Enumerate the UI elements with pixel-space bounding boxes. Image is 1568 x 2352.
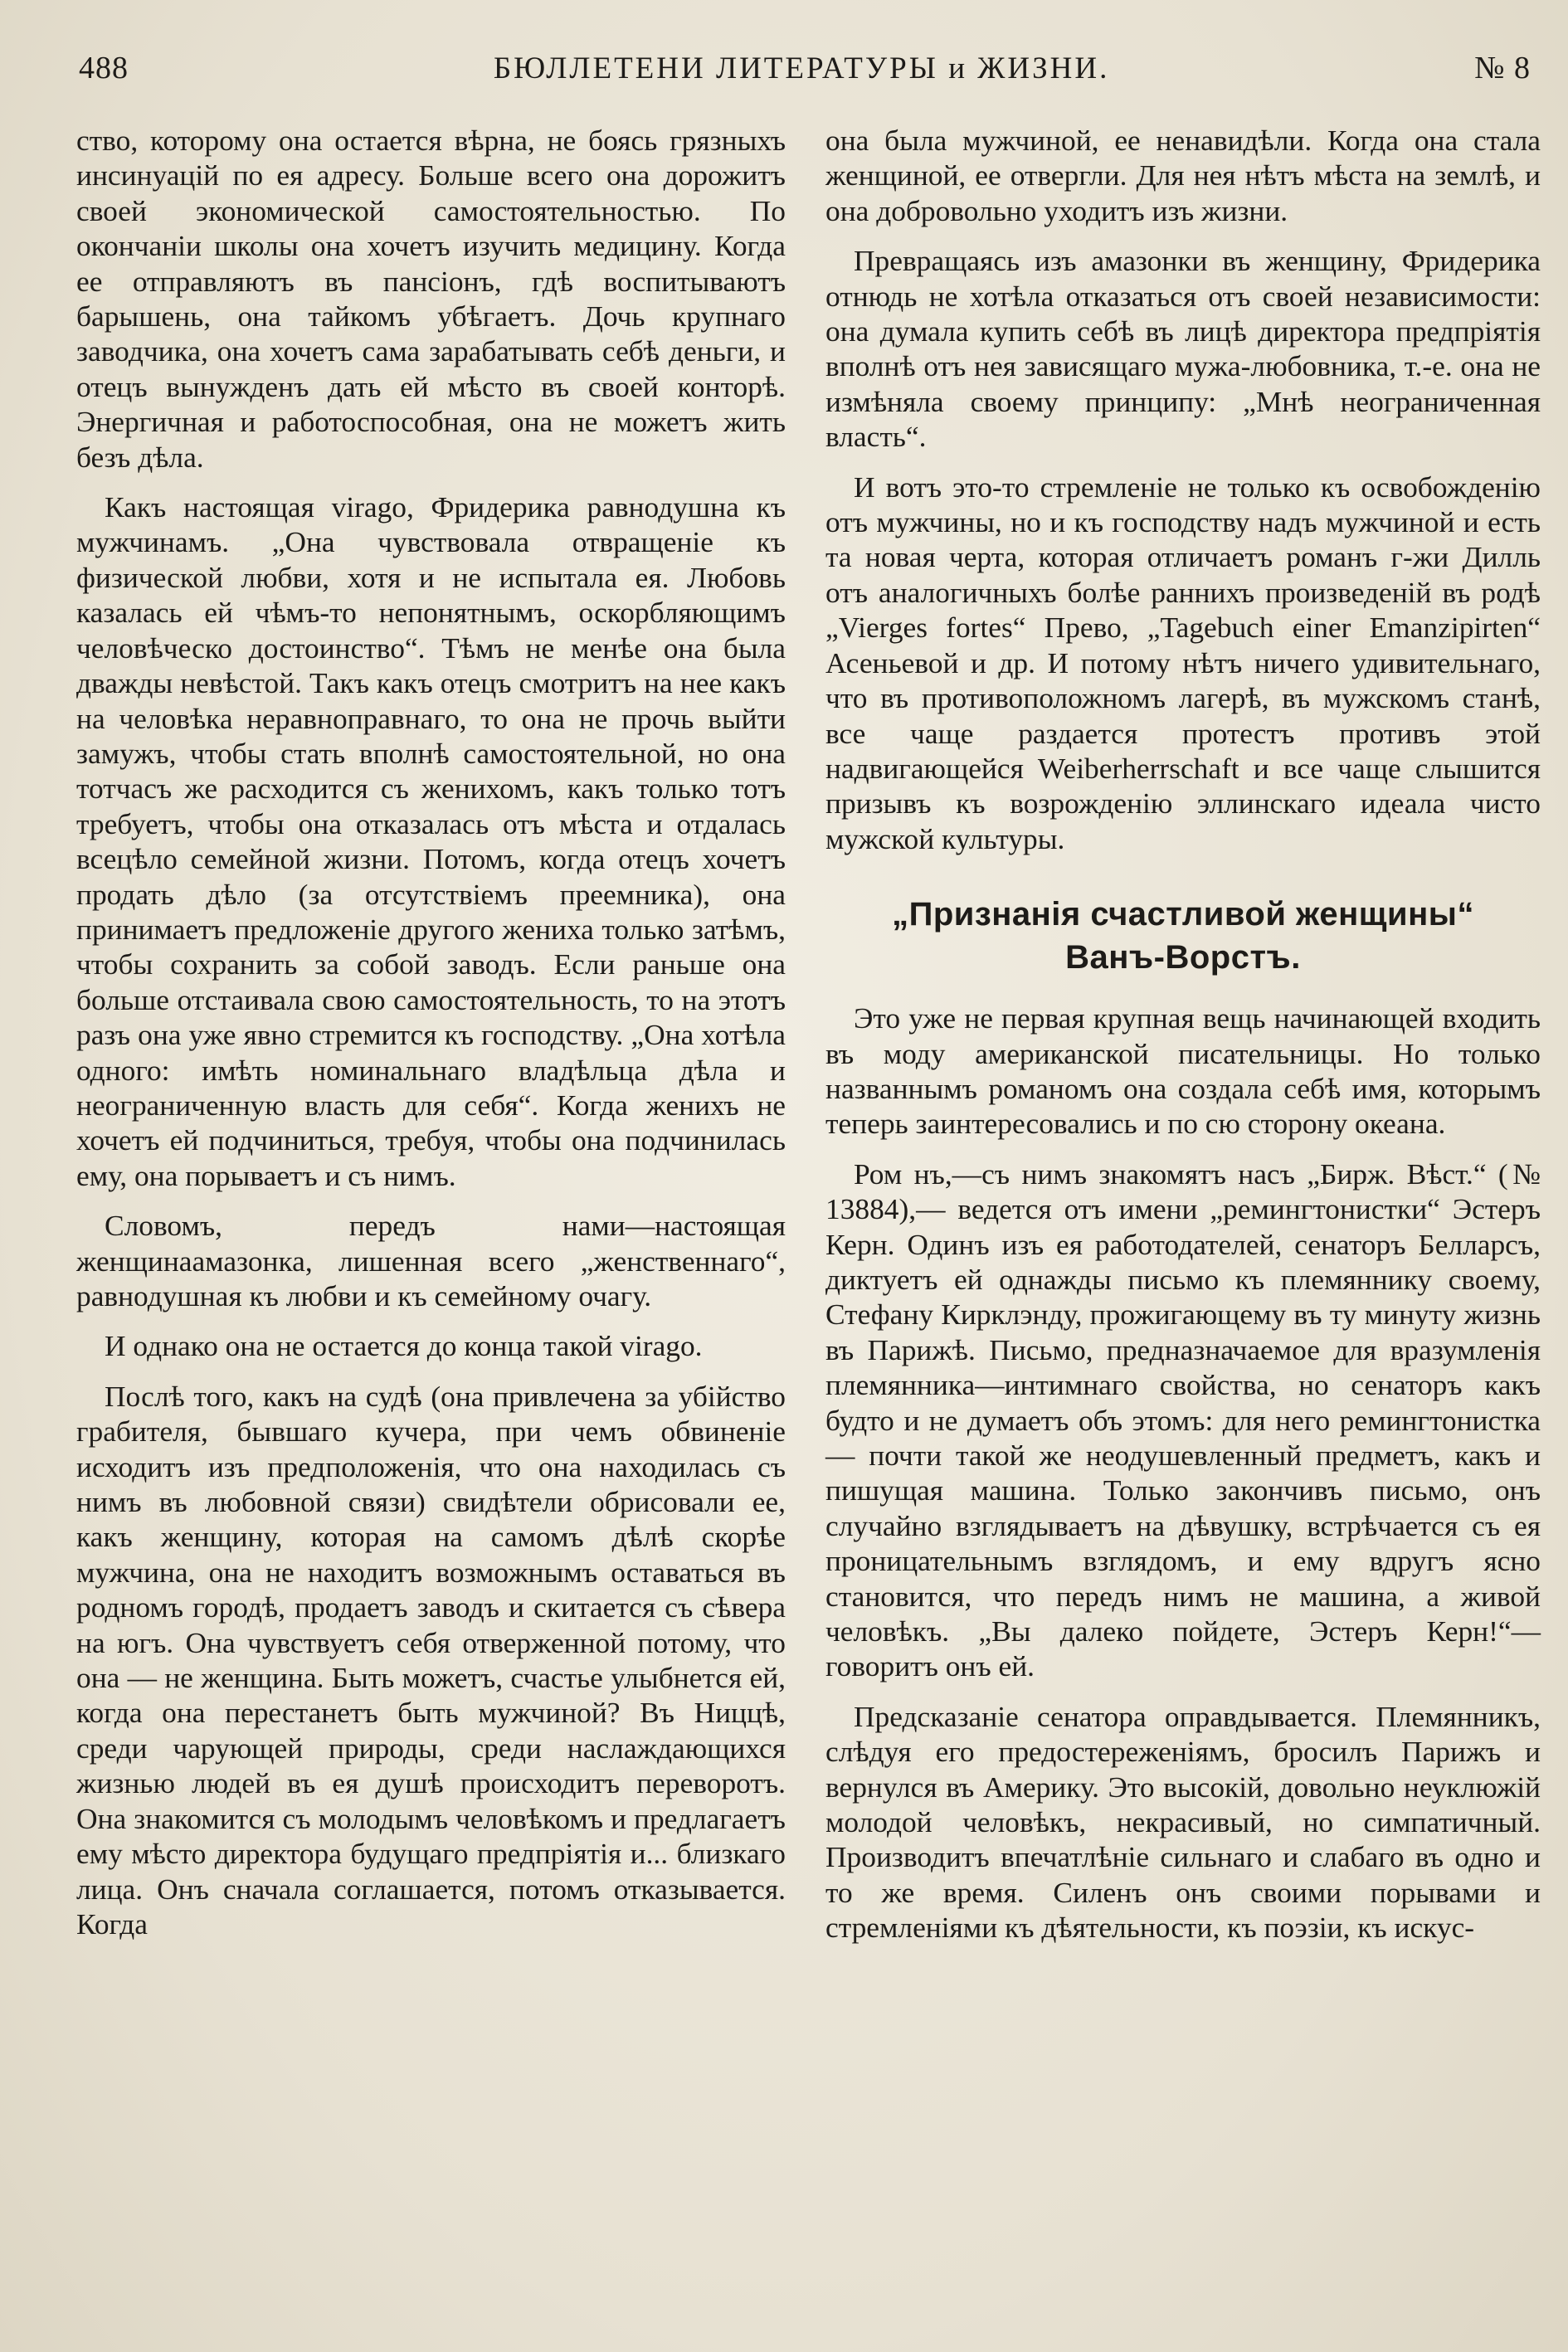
publication-title: БЮЛЛЕТЕНИ ЛИТЕРАТУРЫ и ЖИЗНИ. bbox=[493, 51, 1110, 85]
left-column bbox=[76, 123, 786, 1941]
paragraph: И однако она не остается до конца такой virago. bbox=[105, 1329, 703, 1363]
paragraph: она была мужчиной, ее ненавидѣли. Когда она стала женщиной, ее отвергли. Для нея нѣтъ мѣста на землѣ, и она добровольно уходитъ изъ жизни. bbox=[825, 124, 1541, 227]
paragraph: Послѣ того, какъ на судѣ (она привлечена за убійство грабителя, бывшаго кучера, при чемъ обвиненіе исходитъ изъ предположенія, что она находилась съ нимъ въ любовной связи) свидѣтели обрисовали ее, какъ женщину, которая на самомъ дѣлѣ скорѣе мужчина, она не находитъ возможнымъ оставаться въ родномъ городѣ, продаетъ заводъ и скитается съ сѣвера на югъ. Она чувствуетъ себя отверженной потому, что она — не женщина. Быть можетъ, счастье улыбнется ей, когда она перестанетъ быть мужчиной? Въ Ниццѣ, среди чарующей природы, среди наслаждающихся жизнью людей въ ея душѣ происходитъ переворотъ. Она знакомится съ молодымъ человѣкомъ и предлагаетъ ему мѣсто директора будущаго предпріятія и... близкаго лица. Онъ сначала соглашается, потомъ отказывается. Когда bbox=[76, 1379, 786, 1941]
paragraph: Словомъ, передъ нами—настоящая женщинаамазонка, лишенная всего „женственнаго“, равнодушная къ любви и къ семейному очагу. bbox=[76, 1209, 786, 1312]
section-heading bbox=[825, 893, 1541, 979]
paragraph: И вотъ это-то стремленіе не только къ освобожденію отъ мужчины, но и къ господству надъ мужчиной и есть та новая черта, которая отличаетъ романъ г-жи Дилль отъ аналогичныхъ болѣе раннихъ произведеній въ родѣ „Vierges fortes“ Прево, „Tagebuch einer Emanzipirten“ Асеньевой и др. И потому нѣтъ ничего удивительнаго, что въ противоположномъ лагерѣ, въ мужскомъ станѣ, все чаще раздается протестъ противъ этой надвигающейся Weiberherrschaft и все чаще слышится призывъ къ возрожденію эллинскаго идеала чисто мужской культуры. bbox=[825, 470, 1541, 855]
page-header bbox=[79, 43, 1531, 93]
right-column bbox=[825, 123, 1541, 1945]
paragraph: Предсказаніе сенатора оправдывается. Племянникъ, слѣдуя его предостереженіямъ, бросилъ Парижъ и вернулся въ Америку. Это высокій, довольно неуклюжій молодой человѣкъ, некрасивый, но симпатичный. Производитъ впечатлѣніе сильнаго и слабаго въ одно и то же время. Силенъ онъ своими порывами и стремленіями къ дѣятельности, къ поэзіи, къ искус- bbox=[825, 1699, 1541, 1945]
paragraph: Это уже не первая крупная вещь начинающей входить въ моду американской писательницы. Но только названнымъ романомъ она создала себѣ имя, которымъ теперь заинтересовались и по сю сторону океана. bbox=[825, 1001, 1541, 1141]
issue-number: № 8 bbox=[1474, 51, 1531, 85]
paragraph: Ром нъ,—съ нимъ знакомятъ насъ „Бирж. Вѣст.“ (№ 13884),— ведется отъ имени „ремингтонистки“ Эстеръ Керн. Одинъ изъ ея работодателей, сенаторъ Белларсъ, диктуетъ ей однажды письмо къ племяннику своему, Стефану Кирклэнду, прожигающему въ ту минуту жизнь въ Парижѣ. Письмо, предназначаемое для вразумленія племянника—интимнаго свойства, но сенаторъ какъ будто и не думаетъ объ этомъ: для него ремингтонистка — почти такой же неодушевленный предметъ, какъ и пишущая машина. Только закончивъ письмо, онъ случайно взглядываетъ на дѣвушку, встрѣчается съ ея проницательнымъ взглядомъ, и ему вдругъ ясно становится, что передъ нимъ не машина, а живой человѣкъ. „Вы далеко пойдете, Эстеръ Керн!“—говоритъ онъ ей. bbox=[825, 1157, 1541, 1683]
paragraph: Какъ настоящая virago, Фридерика равнодушна къ мужчинамъ. „Она чувствовала отвращеніе къ физической любви, хотя и не испытала ея. Любовь казалась ей чѣмъ-то непонятнымъ, оскорбляющимъ человѣческо достоинство“. Тѣмъ не менѣе она была дважды невѣстой. Такъ какъ отецъ смотритъ на нее какъ на человѣка неравноправнаго, то она не прочь выйти замужъ, чтобы стать вполнѣ самостоятельной, но она тотчасъ же расходится съ женихомъ, какъ только тотъ требуетъ, чтобы она отказалась отъ мѣста и отдалась всецѣло семейной жизни. Потомъ, когда отецъ хочетъ продать дѣло (за отсутствіемъ преемника), она принимаетъ предложеніе другого жениха только затѣмъ, чтобы сохранить за собой заводъ. Если раньше она больше отстаивала свою самостоятельность, то на этотъ разъ она уже явно стремится къ господству. „Она хотѣла одного: имѣть номинальнаго владѣльца дѣла и неограниченную власть для себя“. Когда женихъ не хочетъ ей подчиниться, требуя, чтобы она подчинилась ему, она порываетъ и съ нимъ. bbox=[76, 490, 786, 1192]
paragraph: ство, которому она остается вѣрна, не боясь грязныхъ инсинуацій по ея адресу. Больше всего она дорожитъ своей экономической самостоятельностью. По окончаніи школы она хочетъ изучить медицину. Когда ее отправляютъ въ пансіонъ, гдѣ воспитываютъ барышень, она тайкомъ убѣгаетъ. Дочь крупнаго заводчика, она хочетъ сама зарабатывать себѣ деньги, и отецъ вынужденъ дать ей мѣсто въ своей конторѣ. Энергичная и работоспособная, она не можетъ жить безъ дѣла. bbox=[76, 124, 786, 474]
paragraph: Превращаясь изъ амазонки въ женщину, Фридерика отнюдь не хотѣла отказаться отъ своей независимости: она думала купить себѣ въ лицѣ директора предпріятія вполнѣ отъ нея зависящаго мужа-любовника, т.-е. она не измѣняла своему принципу: „Мнѣ неограниченная власть“. bbox=[825, 244, 1541, 454]
section-heading-title: „Признанія счастливой женщины“ bbox=[892, 896, 1474, 933]
section-heading-author: Ванъ-Ворстъ. bbox=[1065, 939, 1301, 976]
page-number: 488 bbox=[79, 51, 129, 85]
